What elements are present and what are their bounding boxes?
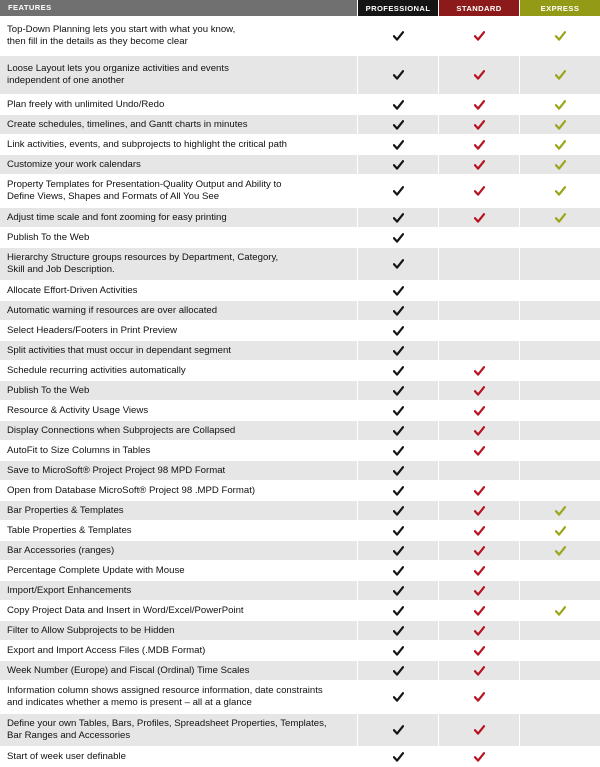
table-row	[0, 601, 600, 621]
header-standard: STANDARD	[438, 0, 519, 16]
feature-label: Week Number (Europe) and Fiscal (Ordinal) Time Scales	[7, 664, 250, 676]
header-express: EXPRESS	[519, 0, 600, 16]
feature-label: Bar Accessories (ranges)	[7, 544, 115, 556]
checkmark-icon	[555, 140, 566, 150]
table-row	[0, 421, 600, 441]
professional-cell	[357, 521, 438, 540]
checkmark-icon	[474, 586, 485, 596]
express-cell	[519, 56, 600, 94]
professional-cell	[357, 747, 438, 766]
professional-cell	[357, 561, 438, 580]
table-row	[0, 175, 600, 208]
table-row	[0, 135, 600, 155]
feature-label: Display Connections when Subprojects are Collapsed	[7, 424, 236, 436]
professional-cell	[357, 641, 438, 660]
checkmark-icon	[393, 31, 404, 41]
standard-cell	[438, 501, 519, 520]
checkmark-icon	[555, 606, 566, 616]
checkmark-icon	[393, 526, 404, 536]
checkmark-icon	[393, 546, 404, 556]
professional-cell	[357, 381, 438, 400]
header-professional: PROFESSIONAL	[357, 0, 438, 16]
feature-label: Filter to Allow Subprojects to be Hidden	[7, 624, 175, 636]
checkmark-icon	[474, 692, 485, 702]
standard-cell	[438, 641, 519, 660]
table-row	[0, 17, 600, 56]
checkmark-icon	[393, 120, 404, 130]
standard-cell	[438, 95, 519, 114]
express-cell	[519, 441, 600, 460]
checkmark-icon	[393, 259, 404, 269]
feature-label: Link activities, events, and subprojects to highlight the critical path	[7, 138, 287, 150]
checkmark-icon	[474, 666, 485, 676]
standard-cell	[438, 56, 519, 94]
professional-cell	[357, 601, 438, 620]
checkmark-icon	[393, 306, 404, 316]
express-cell	[519, 521, 600, 540]
express-cell	[519, 501, 600, 520]
standard-cell	[438, 601, 519, 620]
checkmark-icon	[474, 31, 485, 41]
express-cell	[519, 481, 600, 500]
table-row	[0, 661, 600, 681]
standard-cell	[438, 621, 519, 640]
feature-label: Start of week user definable	[7, 750, 126, 762]
table-row	[0, 95, 600, 115]
checkmark-icon	[393, 606, 404, 616]
checkmark-icon	[393, 646, 404, 656]
standard-cell	[438, 681, 519, 713]
checkmark-icon	[393, 366, 404, 376]
standard-cell	[438, 661, 519, 680]
feature-label: AutoFit to Size Columns in Tables	[7, 444, 151, 456]
professional-cell	[357, 135, 438, 154]
professional-cell	[357, 401, 438, 420]
feature-label: Hierarchy Structure groups resources by Department, Category, Skill and Job Description.	[7, 252, 279, 275]
express-cell	[519, 661, 600, 680]
table-row	[0, 641, 600, 661]
standard-cell	[438, 321, 519, 340]
checkmark-icon	[555, 70, 566, 80]
checkmark-icon	[474, 100, 485, 110]
feature-label: Select Headers/Footers in Print Preview	[7, 324, 178, 336]
table-row	[0, 341, 600, 361]
feature-label: Save to MicroSoft® Project Project 98 MPD Format	[7, 464, 226, 476]
express-cell	[519, 361, 600, 380]
feature-label: Export and Import Access Files (.MDB Format)	[7, 644, 206, 656]
professional-cell	[357, 301, 438, 320]
professional-cell	[357, 481, 438, 500]
professional-cell	[357, 17, 438, 55]
feature-label: Loose Layout lets you organize activities and events independent of one another	[7, 63, 229, 86]
checkmark-icon	[474, 566, 485, 576]
table-row	[0, 381, 600, 401]
professional-cell	[357, 155, 438, 174]
express-cell	[519, 301, 600, 320]
express-cell	[519, 228, 600, 247]
table-row	[0, 461, 600, 481]
standard-cell	[438, 561, 519, 580]
feature-label: Open from Database MicroSoft® Project 98 .MPD Format)	[7, 484, 256, 496]
express-cell	[519, 541, 600, 560]
checkmark-icon	[555, 100, 566, 110]
standard-cell	[438, 381, 519, 400]
professional-cell	[357, 361, 438, 380]
table-row	[0, 581, 600, 601]
feature-label: Schedule recurring activities automatically	[7, 364, 186, 376]
standard-cell	[438, 521, 519, 540]
checkmark-icon	[474, 626, 485, 636]
checkmark-icon	[474, 120, 485, 130]
express-cell	[519, 601, 600, 620]
checkmark-icon	[393, 466, 404, 476]
checkmark-icon	[474, 752, 485, 762]
table-row	[0, 281, 600, 301]
checkmark-icon	[393, 286, 404, 296]
standard-cell	[438, 228, 519, 247]
checkmark-icon	[474, 526, 485, 536]
standard-cell	[438, 461, 519, 480]
feature-label: Customize your work calendars	[7, 158, 141, 170]
express-cell	[519, 747, 600, 766]
professional-cell	[357, 341, 438, 360]
table-row	[0, 155, 600, 175]
table-row	[0, 561, 600, 581]
professional-cell	[357, 441, 438, 460]
checkmark-icon	[393, 486, 404, 496]
express-cell	[519, 641, 600, 660]
checkmark-icon	[474, 546, 485, 556]
table-row	[0, 115, 600, 135]
checkmark-icon	[474, 140, 485, 150]
professional-cell	[357, 228, 438, 247]
express-cell	[519, 421, 600, 440]
feature-label: Information column shows assigned resource information, date constraints and indicates whether a memo is present – all at a glance	[7, 685, 323, 708]
table-row	[0, 747, 600, 767]
feature-label: Publish To the Web	[7, 231, 90, 243]
standard-cell	[438, 175, 519, 207]
professional-cell	[357, 421, 438, 440]
checkmark-icon	[474, 426, 485, 436]
feature-label: Property Templates for Presentation-Quality Output and Ability to Define Views, Shapes and Formats of All You See	[7, 179, 282, 202]
table-row	[0, 228, 600, 248]
checkmark-icon	[393, 100, 404, 110]
table-row	[0, 481, 600, 501]
feature-label: Create schedules, timelines, and Gantt charts in minutes	[7, 118, 248, 130]
checkmark-icon	[393, 426, 404, 436]
checkmark-icon	[393, 140, 404, 150]
checkmark-icon	[393, 326, 404, 336]
table-row	[0, 321, 600, 341]
express-cell	[519, 381, 600, 400]
standard-cell	[438, 401, 519, 420]
express-cell	[519, 208, 600, 227]
standard-cell	[438, 714, 519, 746]
professional-cell	[357, 541, 438, 560]
professional-cell	[357, 175, 438, 207]
checkmark-icon	[393, 233, 404, 243]
checkmark-icon	[393, 626, 404, 636]
standard-cell	[438, 155, 519, 174]
checkmark-icon	[393, 586, 404, 596]
checkmark-icon	[555, 160, 566, 170]
checkmark-icon	[393, 406, 404, 416]
feature-label: Split activities that must occur in dependant segment	[7, 344, 231, 356]
professional-cell	[357, 681, 438, 713]
express-cell	[519, 115, 600, 134]
table-row	[0, 521, 600, 541]
professional-cell	[357, 115, 438, 134]
checkmark-icon	[393, 346, 404, 356]
feature-label: Percentage Complete Update with Mouse	[7, 564, 185, 576]
express-cell	[519, 681, 600, 713]
checkmark-icon	[474, 366, 485, 376]
feature-label: Copy Project Data and Insert in Word/Excel/PowerPoint	[7, 604, 244, 616]
checkmark-icon	[393, 752, 404, 762]
table-row	[0, 541, 600, 561]
checkmark-icon	[393, 506, 404, 516]
checkmark-icon	[474, 386, 485, 396]
table-row	[0, 621, 600, 641]
checkmark-icon	[393, 70, 404, 80]
feature-label: Automatic warning if resources are over allocated	[7, 304, 218, 316]
standard-cell	[438, 481, 519, 500]
feature-label: Bar Properties & Templates	[7, 504, 124, 516]
checkmark-icon	[393, 386, 404, 396]
table-row	[0, 361, 600, 381]
checkmark-icon	[555, 120, 566, 130]
header-row	[0, 0, 600, 17]
feature-label: Publish To the Web	[7, 384, 90, 396]
standard-cell	[438, 441, 519, 460]
express-cell	[519, 341, 600, 360]
table-body	[0, 17, 600, 767]
express-cell	[519, 281, 600, 300]
standard-cell	[438, 301, 519, 320]
table-row	[0, 501, 600, 521]
checkmark-icon	[474, 160, 485, 170]
checkmark-icon	[393, 186, 404, 196]
table-row	[0, 208, 600, 228]
professional-cell	[357, 621, 438, 640]
express-cell	[519, 248, 600, 280]
feature-label: Top-Down Planning lets you start with what you know, then fill in the details as they become clear	[7, 24, 236, 47]
standard-cell	[438, 17, 519, 55]
feature-label: Table Properties & Templates	[7, 524, 132, 536]
table-row	[0, 714, 600, 747]
checkmark-icon	[474, 506, 485, 516]
feature-label: Allocate Effort-Driven Activities	[7, 284, 138, 296]
checkmark-icon	[555, 186, 566, 196]
standard-cell	[438, 581, 519, 600]
standard-cell	[438, 421, 519, 440]
feature-label: Adjust time scale and font zooming for easy printing	[7, 211, 227, 223]
feature-label: Resource & Activity Usage Views	[7, 404, 149, 416]
standard-cell	[438, 541, 519, 560]
checkmark-icon	[474, 725, 485, 735]
checkmark-icon	[555, 526, 566, 536]
express-cell	[519, 175, 600, 207]
standard-cell	[438, 361, 519, 380]
express-cell	[519, 581, 600, 600]
express-cell	[519, 321, 600, 340]
feature-label: Import/Export Enhancements	[7, 584, 132, 596]
professional-cell	[357, 461, 438, 480]
checkmark-icon	[474, 646, 485, 656]
feature-label: Plan freely with unlimited Undo/Redo	[7, 98, 165, 110]
checkmark-icon	[555, 546, 566, 556]
express-cell	[519, 17, 600, 55]
professional-cell	[357, 581, 438, 600]
professional-cell	[357, 661, 438, 680]
checkmark-icon	[393, 666, 404, 676]
express-cell	[519, 135, 600, 154]
checkmark-icon	[393, 213, 404, 223]
table-row	[0, 441, 600, 461]
professional-cell	[357, 56, 438, 94]
standard-cell	[438, 281, 519, 300]
checkmark-icon	[555, 213, 566, 223]
professional-cell	[357, 208, 438, 227]
header-features: FEATURES	[0, 0, 357, 16]
checkmark-icon	[393, 725, 404, 735]
table-row	[0, 681, 600, 714]
standard-cell	[438, 208, 519, 227]
professional-cell	[357, 321, 438, 340]
professional-cell	[357, 95, 438, 114]
checkmark-icon	[555, 31, 566, 41]
express-cell	[519, 714, 600, 746]
standard-cell	[438, 747, 519, 766]
standard-cell	[438, 248, 519, 280]
checkmark-icon	[555, 506, 566, 516]
checkmark-icon	[393, 446, 404, 456]
checkmark-icon	[474, 406, 485, 416]
feature-label: Define your own Tables, Bars, Profiles, Spreadsheet Properties, Templates, Bar Ranges and Accessories	[7, 718, 327, 741]
checkmark-icon	[474, 486, 485, 496]
express-cell	[519, 155, 600, 174]
checkmark-icon	[474, 186, 485, 196]
express-cell	[519, 95, 600, 114]
checkmark-icon	[393, 160, 404, 170]
standard-cell	[438, 135, 519, 154]
express-cell	[519, 401, 600, 420]
checkmark-icon	[474, 70, 485, 80]
table-row	[0, 248, 600, 281]
express-cell	[519, 621, 600, 640]
table-row	[0, 401, 600, 421]
checkmark-icon	[474, 213, 485, 223]
express-cell	[519, 561, 600, 580]
standard-cell	[438, 115, 519, 134]
express-cell	[519, 461, 600, 480]
table-row	[0, 56, 600, 95]
checkmark-icon	[474, 606, 485, 616]
professional-cell	[357, 501, 438, 520]
professional-cell	[357, 248, 438, 280]
checkmark-icon	[393, 692, 404, 702]
standard-cell	[438, 341, 519, 360]
table-row	[0, 301, 600, 321]
checkmark-icon	[474, 446, 485, 456]
professional-cell	[357, 281, 438, 300]
checkmark-icon	[393, 566, 404, 576]
professional-cell	[357, 714, 438, 746]
